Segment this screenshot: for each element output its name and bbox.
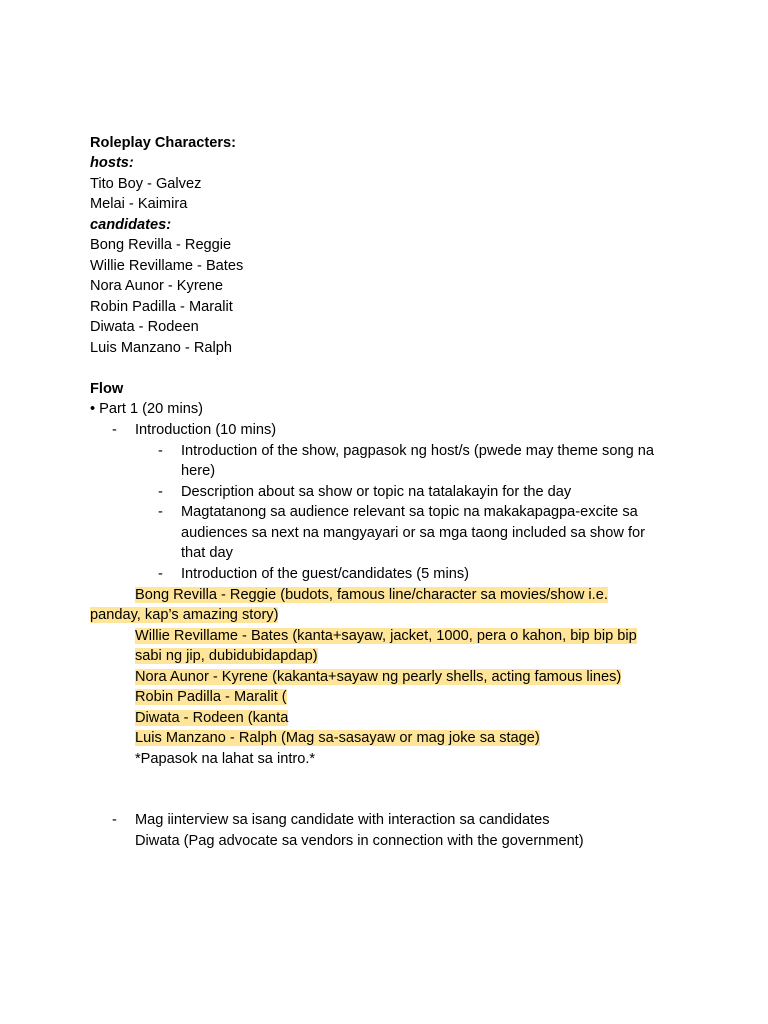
guest-line [135,667,621,687]
interview-item: Mag iinterview sa isang candidate with interaction sa candidates [135,812,550,828]
guest-bong-line2: panday, kap’s amazing story) [90,607,279,623]
host-item: Melai - Kaimira [90,196,188,212]
intro-item: Introduction (10 mins) [135,422,277,438]
flow-heading: Flow [90,381,124,397]
guest-line [135,626,637,646]
guest-willie-line1: Willie Revillame - Bates (kanta+sayaw, jacket, 1000, pera o kahon, bip bip bip [135,628,637,644]
host-item: Tito Boy - Galvez [90,176,202,192]
part1-bullet: • Part 1 (20 mins) [90,401,203,417]
guest-line [135,585,608,605]
intro-subitem: Magtatanong sa audience relevant sa topic na makakapagpa-excite sa [181,504,638,520]
guest-willie-line2: sabi ng jip, dubidubidapdap) [135,648,318,664]
guest-line [135,728,540,748]
candidate-item: Diwata - Rodeen [90,319,199,335]
intro-subitem-cont: here) [181,463,216,479]
roleplay-heading: Roleplay Characters: [90,135,236,151]
guest-line [135,708,288,728]
list-dash: - [158,504,163,520]
intro-subitem-cont: audiences sa next na mangyayari or sa mga taong included sa show for [181,525,646,541]
list-dash: - [112,422,117,438]
guest-line [135,687,287,707]
guest-line [135,646,318,666]
candidates-label: candidates: [90,217,172,233]
guest-diwata: Diwata - Rodeen (kanta [135,710,289,726]
candidate-item: Luis Manzano - Ralph [90,340,232,356]
intro-note: *Papasok na lahat sa intro.* [135,751,316,767]
hosts-label: hosts: [90,155,134,171]
intro-subitem: Introduction of the show, pagpasok ng host/s (pwede may theme song na [181,443,654,459]
candidate-item: Nora Aunor - Kyrene [90,278,224,294]
guest-robin: Robin Padilla - Maralit ( [135,689,287,705]
guest-nora: Nora Aunor - Kyrene (kakanta+sayaw ng pearly shells, acting famous lines) [135,669,622,685]
candidate-item: Willie Revillame - Bates [90,258,244,274]
intro-subitem: Description about sa show or topic na tatalakayin for the day [181,484,572,500]
list-dash: - [112,812,117,828]
list-dash: - [158,443,163,459]
list-dash: - [158,566,163,582]
intro-subitem: Introduction of the guest/candidates (5 mins) [181,566,469,582]
intro-subitem-cont: that day [181,545,233,561]
guest-luis: Luis Manzano - Ralph (Mag sa-sasayaw or mag joke sa stage) [135,730,540,746]
list-dash: - [158,484,163,500]
guest-line [90,605,278,625]
guest-bong-line1: Bong Revilla - Reggie (budots, famous line/character sa movies/show i.e. [135,587,608,603]
candidate-item: Robin Padilla - Maralit [90,299,233,315]
interview-detail: Diwata (Pag advocate sa vendors in connection with the government) [135,833,584,849]
candidate-item: Bong Revilla - Reggie [90,237,232,253]
